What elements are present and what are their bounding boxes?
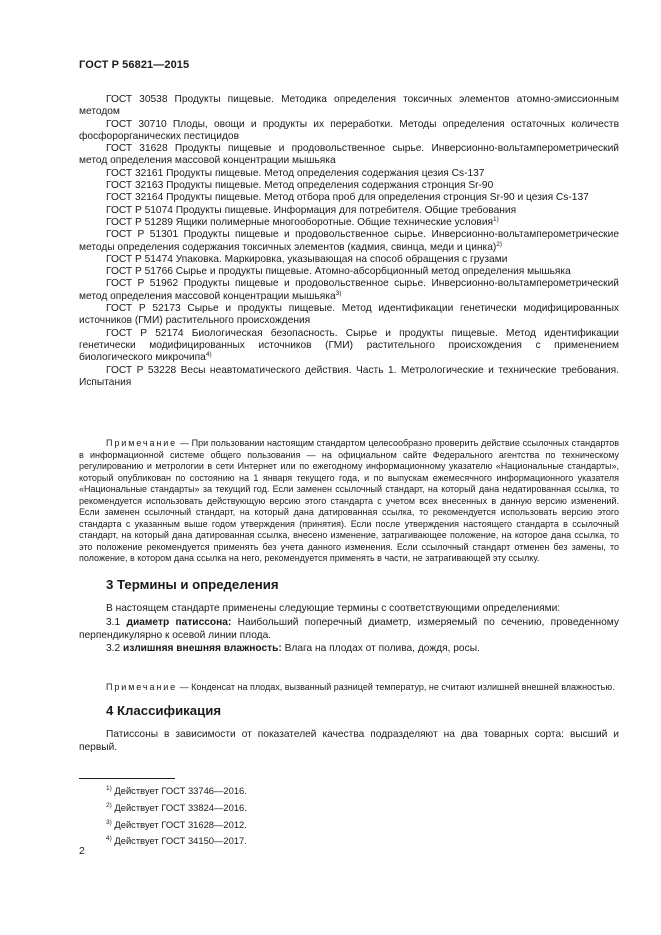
reference-item: ГОСТ 32164 Продукты пищевые. Метод отбора проб для определения стронция Sr-90 и цезия Cs-137 [106,192,589,204]
reference-item: ГОСТ Р 51301 Продукты пищевые и продовольственное сырье. Инверсионно-вольтамперометрические методы определения содержания токсичных элементов (кадмия, свинца, меди и цинка)$^{2)}$ [79,229,619,253]
reference-item: ГОСТ Р 51766 Сырье и продукты пищевые. Атомно-абсорбционный метод определения мышьяка [106,266,571,278]
footnote-item: $^{2)}$ Действует ГОСТ 33824—2016. [106,801,247,813]
reference-item: ГОСТ Р 51962 Продукты пищевые и продовольственное сырье. Инверсионно-вольтамперометрический метод определения массовой концентрации мышьяка$^{3)}$ [79,278,619,302]
note-label: Примечание [106,438,178,448]
footnotes [106,783,247,850]
reference-item: ГОСТ Р 53228 Весы неавтоматического действия. Часть 1. Метрологические и технические требования. Испытания [79,364,619,388]
term-3-1: 3.1 диаметр патиссона: Наибольший поперечный диаметр, измеряемый по сечению, проведенному перпендикулярно к осевой линии плода. [79,617,620,641]
section-4-text: Патиссоны в зависимости от показателей качества подразделяют на два товарных сорта: высший и первый. [79,729,619,753]
reference-item: ГОСТ 32161 Продукты пищевые. Метод определения содержания цезия Cs-137 [106,167,485,179]
footnote-divider [79,778,175,779]
reference-item: ГОСТ Р 51474 Упаковка. Маркировка, указывающая на способ обращения с грузами [106,253,508,265]
document-header: ГОСТ Р 56821—2015 [79,59,190,71]
terms-note [79,682,619,694]
footnote-item: $^{1)}$ Действует ГОСТ 33746—2016. [106,785,247,796]
term-3-1-name: диаметр патиссона: [126,617,232,628]
reference-item: ГОСТ 30710 Плоды, овощи и продукты их переработки. Методы определения остаточных количеств фосфорорганических пестицидов [79,118,619,142]
references-note [79,438,619,565]
term-3-2: 3.2 излишняя внешняя влажность: Влага на плодах от полива, дождя, росы. [106,643,480,654]
normative-references-list [79,94,619,389]
reference-item: ГОСТ Р 52173 Сырье и продукты пищевые. Метод идентификации генетически модифицированных источников (ГМИ) растительного происхождения [79,303,619,327]
reference-item: ГОСТ 31628 Продукты пищевые и продовольственное сырье. Инверсионно-вольтамперометрический метод определения массовой концентрации мышьяка [79,143,619,167]
note-text: — Конденсат на плодах, вызванный разницей температур, не считают излишней внешней влажностью. [177,682,615,692]
reference-item: ГОСТ Р 52174 Биологическая безопасность. Сырье и продукты пищевые. Метод идентификации генетически модифицированных источников (ГМИ) растительного происхождения с применением биологического микрочипа$^{4)}$ [79,327,619,364]
reference-item: ГОСТ 32163 Продукты пищевые. Метод определения содержания стронция Sr-90 [106,180,494,192]
page-number: 2 [79,845,85,857]
reference-item: ГОСТ Р 51074 Продукты пищевые. Информация для потребителя. Общие требования [106,204,517,216]
section-4-heading: 4 Классификация [106,703,222,718]
section-3-heading: 3 Термины и определения [106,577,279,592]
footnote-item: $^{4)}$ Действует ГОСТ 34150—2017. [106,835,247,847]
section-3-intro: В настоящем стандарте применены следующие термины с соответствующими определениями: [106,603,561,614]
footnote-item: $^{3)}$ Действует ГОСТ 31628—2012. [106,818,247,830]
note-label: Примечание [106,682,178,692]
reference-item: ГОСТ Р 51289 Ящики полимерные многооборотные. Общие технические условия$^{1)}$ [106,215,499,228]
reference-item: ГОСТ 30538 Продукты пищевые. Методика определения токсичных элементов атомно-эмиссионным методом [79,94,619,118]
term-3-2-name: излишняя внешняя влажность: [123,643,282,654]
note-text: — При пользовании настоящим стандартом целесообразно проверить действие ссылочных стандартов в информационной системе общего пользования — на официальном сайте Федерального агентства по техническому регулированию и метрологии в сети Интернет или по ежегодному информационному указателю «Национальные стандарты», который опубликован по состоянию на 1 января текущего года, и по выпускам ежемесячного информационного указателя «Национальные стандарты» за текущий год. Если заменен ссылочный стандарт, на который дана недатированная ссылка, то рекомендуется использовать действующую версию этого стандарта с учетом всех внесенных в данную версию изменений. Если заменен ссылочный стандарт, на который дана датированная ссылка, то рекомендуется использовать версию этого стандарта с указанным выше годом утверждения (принятия). Если после утверждения настоящего стандарта в ссылочный стандарт, на который дана датированная ссылка, внесено изменение, затрагивающее положение, на которое дана ссылка, то это положение рекомендуется применять без учета данного изменения. Если ссылочный стандарт отменен без замены, то положение, в котором дана ссылка на него, рекомендуется применять в части, не затрагивающей эту ссылку. [79,438,619,563]
